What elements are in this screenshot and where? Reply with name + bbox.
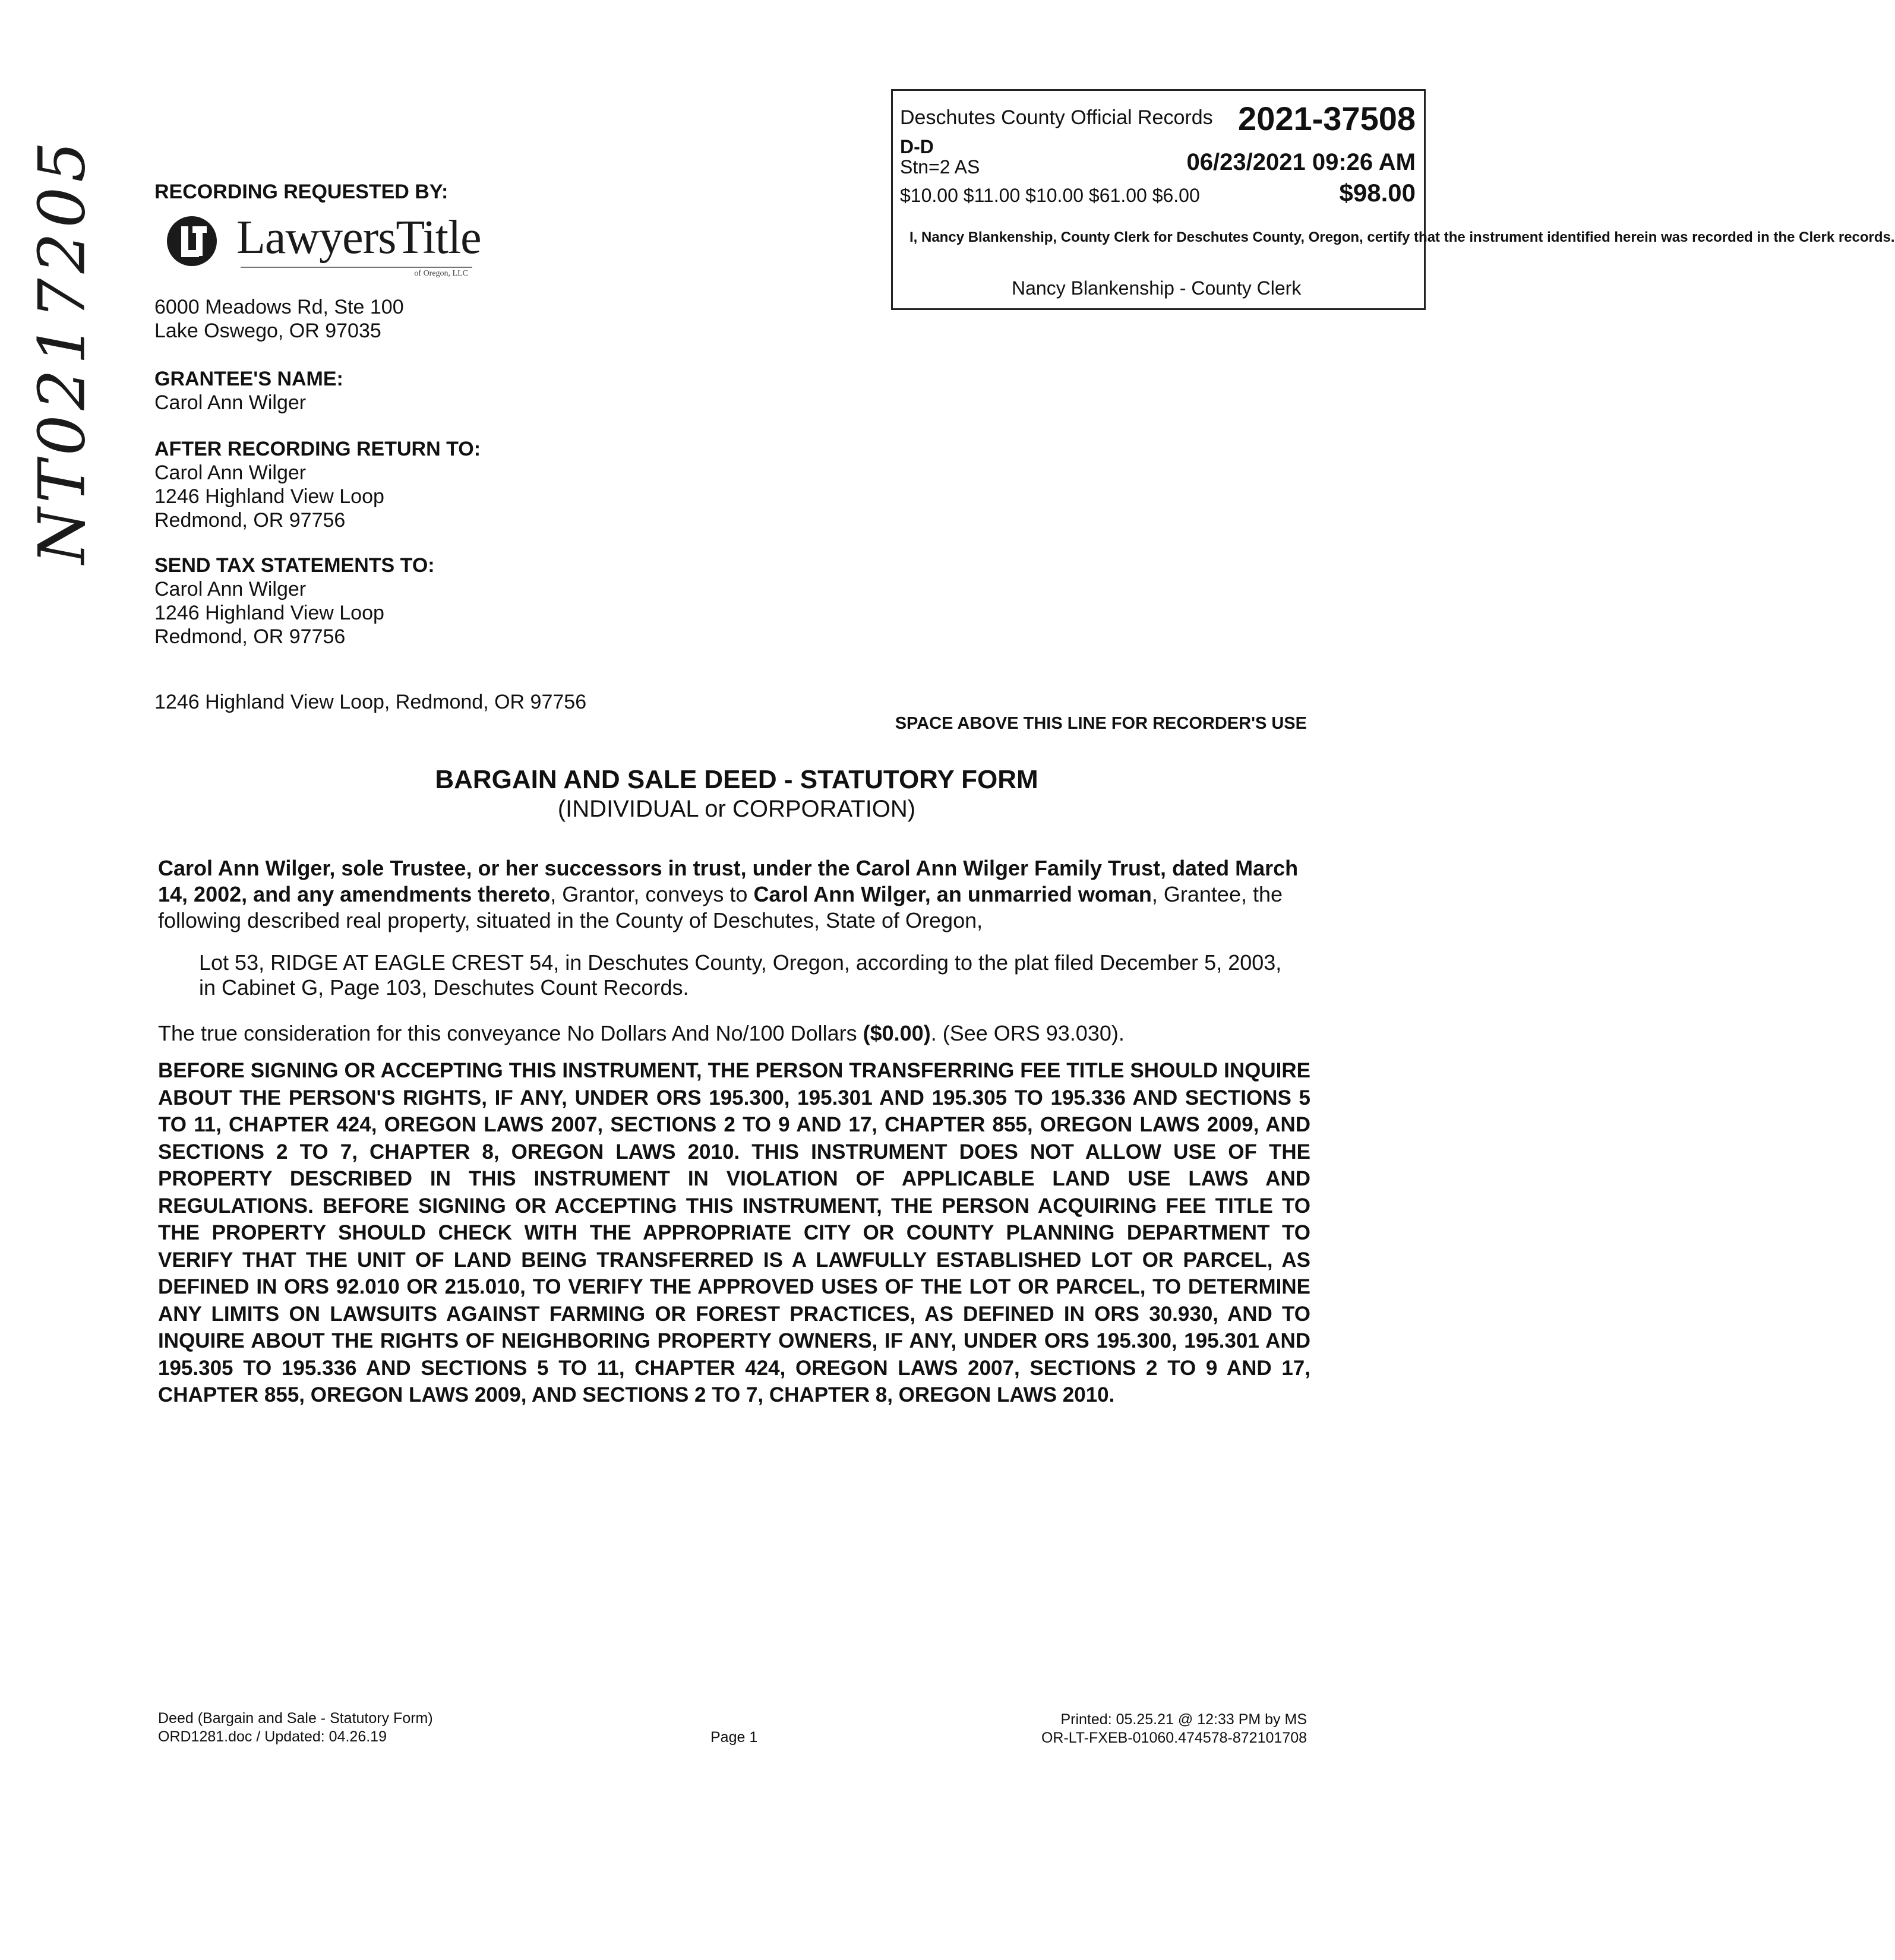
footer-doc-ref: ORD1281.doc / Updated: 04.26.19 [158,1728,387,1745]
consideration-statement [158,1020,1310,1047]
return-to-address-line2: Redmond, OR 97756 [154,509,346,532]
recorder-clerk-signature: Nancy Blankenship - County Clerk [1012,277,1302,299]
legal-description: Lot 53, RIDGE AT EAGLE CREST 54, in Deschutes County, Oregon, according to the plat filed December 5, 2003, in Cabinet G, Page 103, Deschutes Count Records. [199,950,1282,1000]
consideration-amount: ($0.00) [863,1021,931,1045]
recorder-stamp-box [891,89,1895,310]
property-address: 1246 Highland View Loop, Redmond, OR 97756 [154,691,587,713]
lawyers-title-logo-subtitle: of Oregon, LLC [414,269,468,278]
grantee-label: GRANTEE'S NAME: [154,368,343,390]
footer-order-ref: OR-LT-FXEB-01060.474578-872101708 [1041,1730,1307,1746]
grantor-conveys-text: , Grantor, conveys to [550,882,754,906]
handwritten-file-number-text: NT0217205 [25,137,100,564]
recorder-code: D-D [900,136,934,157]
requester-address-line2: Lake Oswego, OR 97035 [154,320,381,342]
grantee-designation: Carol Ann Wilger, an unmarried woman [753,882,1152,906]
return-to-address-line1: 1246 Highland View Loop [154,485,384,508]
footer-right [1010,1711,1307,1747]
footer-printed: Printed: 05.25.21 @ 12:33 PM by MS [1060,1711,1307,1728]
tax-statements-name: Carol Ann Wilger [154,578,307,600]
footer-page-number: Page 1 [710,1729,758,1746]
grantee-name: Carol Ann Wilger [154,391,307,414]
tax-statements-address-line1: 1246 Highland View Loop [154,602,384,624]
grant-paragraph [158,855,1310,934]
recorder-station: Stn=2 AS [900,156,980,178]
recorder-document-number: 2021-37508 [1238,100,1416,137]
recorder-datetime: 06/23/2021 09:26 AM [1186,149,1416,175]
return-to-label: AFTER RECORDING RETURN TO: [154,438,481,460]
lawyers-title-logo-wordmark: LawyersTitle [236,211,481,264]
deed-title: BARGAIN AND SALE DEED - STATUTORY FORM [435,765,1038,794]
return-to-name: Carol Ann Wilger [154,461,307,484]
tax-statements-address-line2: Redmond, OR 97756 [154,625,346,648]
consideration-prefix: The true consideration for this conveyance No Dollars And No/100 Dollars [158,1021,863,1045]
recording-requested-label: RECORDING REQUESTED BY: [154,181,449,203]
recorder-fees: $10.00 $11.00 $10.00 $61.00 $6.00 [900,185,1200,206]
handwritten-file-number [24,137,101,564]
tax-statements-label: SEND TAX STATEMENTS TO: [154,554,435,577]
lawyers-title-logo [160,211,481,276]
grantor-name: Carol Ann Wilger, sole Trustee, or her successors in trust, under the Carol Ann Wilger Family Trust, dated March 14, 2002, and any amendments thereto [158,856,1299,906]
logo-rule [241,267,472,268]
recorder-certification: I, Nancy Blankenship, County Clerk for Deschutes County, Oregon, certify that the instrument identified herein was recorded in the Clerk records. [909,229,1895,245]
consideration-suffix: . (See ORS 93.030). [930,1021,1125,1045]
footer-form-name: Deed (Bargain and Sale - Statutory Form) [158,1710,433,1727]
deed-subtitle: (INDIVIDUAL or CORPORATION) [557,796,916,822]
requester-address-line1: 6000 Meadows Rd, Ste 100 [154,296,404,318]
recorder-county-records: Deschutes County Official Records [900,106,1213,129]
property-situation-text: , Grantee, the following described real property, situated in the County of Deschutes, State of Oregon, [158,882,1283,932]
lawyers-title-logo-icon [165,214,219,268]
footer-left [158,1709,433,1746]
statutory-warning: BEFORE SIGNING OR ACCEPTING THIS INSTRUMENT, THE PERSON TRANSFERRING FEE TITLE SHOULD INQUIRE ABOUT THE PERSON'S RIGHTS, IF ANY, UNDER ORS 195.300, 195.301 AND 195.305 TO 195.336 AND SECTIONS 5 TO 11, CHAPTER 424, OREGON LAWS 2007, SECTIONS 2 TO 9 AND 17, CHAPTER 855, OREGON LAWS 2009, AND SECTIONS 2 TO 7, CHAPTER 8, OREGON LAWS 2010. THIS INSTRUMENT DOES NOT ALLOW USE OF THE PROPERTY DESCRIBED IN THIS INSTRUMENT IN VIOLATION OF APPLICABLE LAND USE LAWS AND REGULATIONS. BEFORE SIGNING OR ACCEPTING THIS INSTRUMENT, THE PERSON ACQUIRING FEE TITLE TO THE PROPERTY SHOULD CHECK WITH THE APPROPRIATE CITY OR COUNTY PLANNING DEPARTMENT TO VERIFY THAT THE UNIT OF LAND BEING TRANSFERRED IS A LAWFULLY ESTABLISHED LOT OR PARCEL, AS DEFINED IN ORS 92.010 OR 215.010, TO VERIFY THE APPROVED USES OF THE LOT OR PARCEL, TO DETERMINE ANY LIMITS ON LAWSUITS AGAINST FARMING OR FOREST PRACTICES, AS DEFINED IN ORS 30.930, AND TO INQUIRE ABOUT THE RIGHTS OF NEIGHBORING PROPERTY OWNERS, IF ANY, UNDER ORS 195.300, 195.301 AND 195.305 TO 195.336 AND SECTIONS 5 TO 11, CHAPTER 424, OREGON LAWS 2007, SECTIONS 2 TO 9 AND 17, CHAPTER 855, OREGON LAWS 2009, AND SECTIONS 2 TO 7, CHAPTER 8, OREGON LAWS 2010. [158,1059,1310,1406]
recorder-total: $98.00 [1339,179,1416,207]
recorder-space-note: SPACE ABOVE THIS LINE FOR RECORDER'S USE [895,714,1307,733]
